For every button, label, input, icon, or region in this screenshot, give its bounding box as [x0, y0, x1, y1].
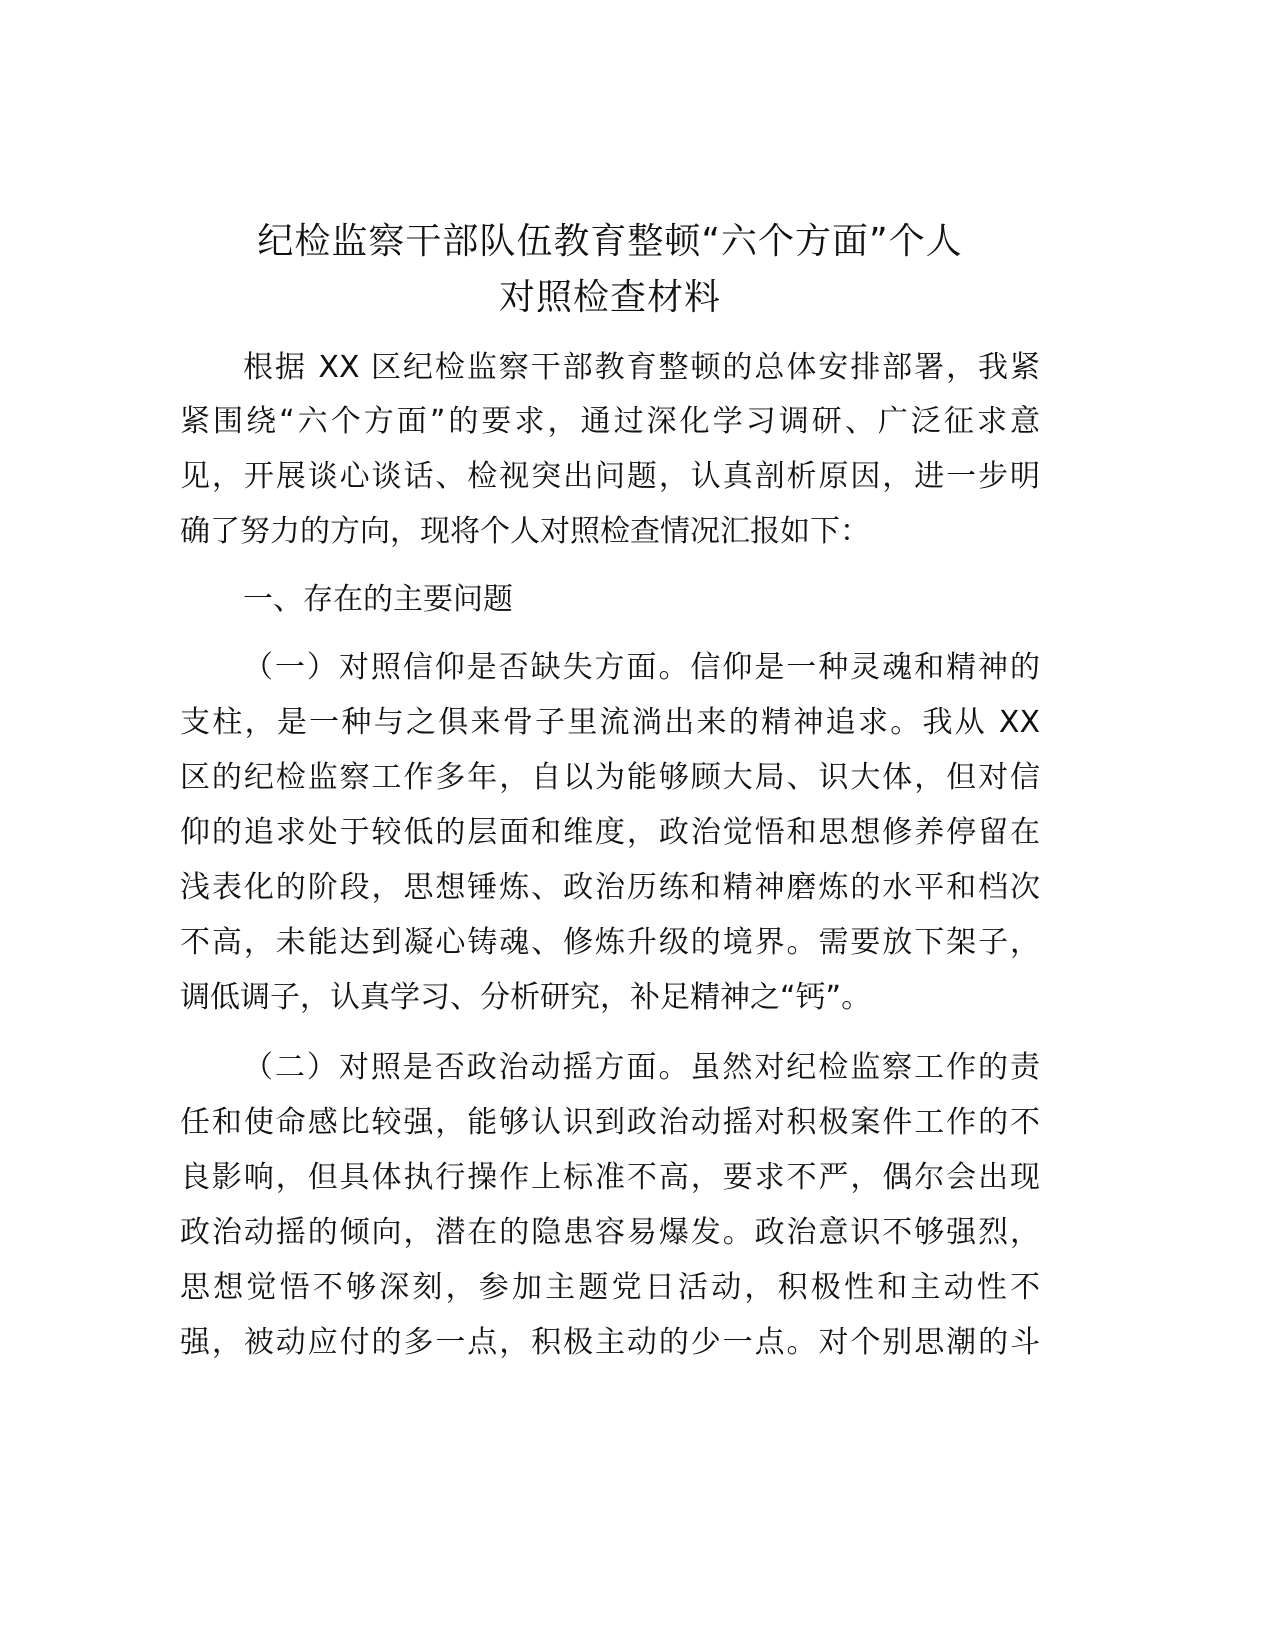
subsection-1-line: 支柱，是一种与之俱来骨子里流淌出来的精神追求。我从 XX — [180, 705, 1040, 740]
subsection-1-line: 仰的追求处于较低的层面和维度，政治觉悟和思想修养停留在 — [180, 815, 1040, 850]
intro-paragraph-line: 根据 XX 区纪检监察干部教育整顿的总体安排部署，我紧 — [243, 350, 1040, 385]
intro-paragraph-line: 确了努力的方向，现将个人对照检查情况汇报如下： — [180, 514, 870, 549]
subsection-2-line: （二）对照是否政治动摇方面。虽然对纪检监察工作的责 — [243, 1050, 1040, 1085]
subsection-1-line: （一）对照信仰是否缺失方面。信仰是一种灵魂和精神的 — [243, 650, 1040, 685]
subsection-2-line: 政治动摇的倾向，潜在的隐患容易爆发。政治意识不够强烈， — [180, 1215, 1040, 1250]
subsection-1-line: 浅表化的阶段，思想锤炼、政治历练和精神磨炼的水平和档次 — [180, 870, 1040, 905]
intro-paragraph-line: 紧围绕“六个方面”的要求，通过深化学习调研、广泛征求意 — [180, 404, 1040, 439]
subsection-1-line: 区的纪检监察工作多年，自以为能够顾大局、识大体，但对信 — [180, 760, 1040, 795]
subsection-2-line: 强，被动应付的多一点，积极主动的少一点。对个别思潮的斗 — [180, 1325, 1040, 1360]
subsection-2-line: 任和使命感比较强，能够认识到政治动摇对积极案件工作的不 — [180, 1105, 1040, 1140]
document-title-line-2: 对照检查材料 — [498, 277, 721, 318]
subsection-1-line: 不高，未能达到凝心铸魂、修炼升级的境界。需要放下架子， — [180, 925, 1040, 960]
intro-paragraph-line: 见，开展谈心谈话、检视突出问题，认真剖析原因，进一步明 — [180, 459, 1040, 494]
subsection-1-line: 调低调子，认真学习、分析研究，补足精神之“钙”。 — [180, 980, 872, 1015]
document-title-line-1: 纪检监察干部队伍教育整顿“六个方面”个人 — [257, 221, 963, 262]
section-heading: 一、存在的主要问题 — [243, 582, 513, 617]
subsection-2-line: 良影响，但具体执行操作上标准不高，要求不严，偶尔会出现 — [180, 1160, 1040, 1195]
subsection-2-line: 思想觉悟不够深刻，参加主题党日活动，积极性和主动性不 — [180, 1270, 1040, 1305]
